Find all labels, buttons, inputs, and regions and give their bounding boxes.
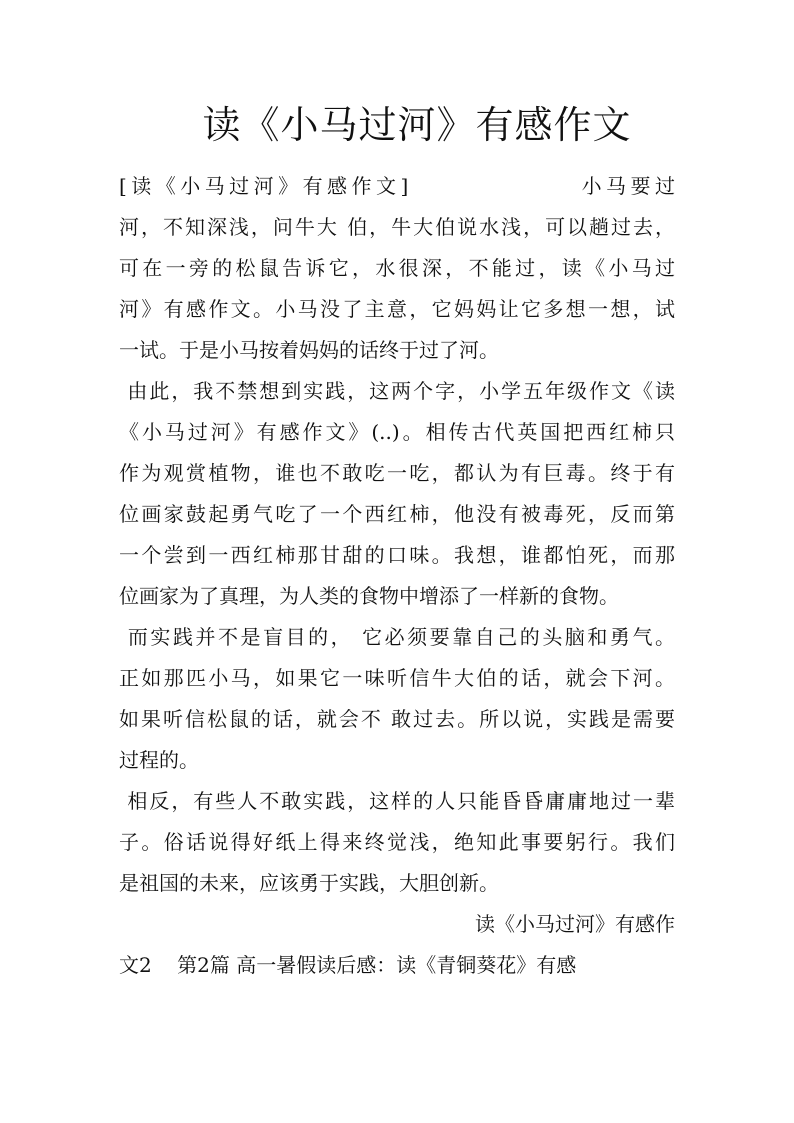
text-line: 文2 第2篇 高一暑假读后感：读《青铜葵花》有感 [119, 953, 577, 977]
text-line: 位画家为了真理，为人类的食物中增添了一样新的食物。 [119, 584, 619, 608]
text-line: 如果听信松鼠的话，就会不 敢过去。所以说，实践是需要 [119, 707, 675, 731]
text-line: 《小马过河》有感作文》(..)。相传古代英国把西红柿只 [119, 420, 675, 444]
document-body [119, 166, 675, 986]
text-line: 河，不知深浅，问牛大 伯，牛大伯说水浅，可以趟过去， [119, 215, 675, 239]
text-line: 正如那匹小马，如果它一味听信牛大伯的话，就会下河。 [119, 666, 675, 690]
text-line: 相反，有些人不敢实践，这样的人只能昏昏庸庸地过一辈 [119, 789, 675, 813]
text-line: 子。俗话说得好纸上得来终觉浅，绝知此事要躬行。我们 [119, 830, 675, 854]
text-line: 可在一旁的松鼠告诉它，水很深，不能过，读《小马过 [119, 256, 675, 280]
text-line: 位画家鼓起勇气吃了一个西红柿，他没有被毒死，反而第 [119, 502, 675, 526]
text-line: 是祖国的未来，应该勇于实践，大胆创新。 [119, 871, 499, 895]
text-line: 由此，我不禁想到实践，这两个字，小学五年级作文《读 [119, 379, 675, 403]
text-line: [读《小马过河》有感作文] 小马要过 [119, 174, 675, 198]
document-title: 读《小马过河》有感作文 [202, 103, 632, 147]
text-line: 而实践并不是盲目的， 它必须要靠自己的头脑和勇气。 [119, 625, 675, 649]
text-line: 读《小马过河》有感作 [475, 912, 675, 936]
text-line: 过程的。 [119, 748, 199, 772]
text-line: 河》有感作文。小马没了主意，它妈妈让它多想一想，试 [119, 297, 675, 321]
text-line: 一个尝到一西红柿那甘甜的口味。我想，谁都怕死，而那 [119, 543, 675, 567]
text-line: 一试。于是小马按着妈妈的话终于过了河。 [119, 338, 499, 362]
text-line: 作为观赏植物，谁也不敢吃一吃，都认为有巨毒。终于有 [119, 461, 675, 485]
